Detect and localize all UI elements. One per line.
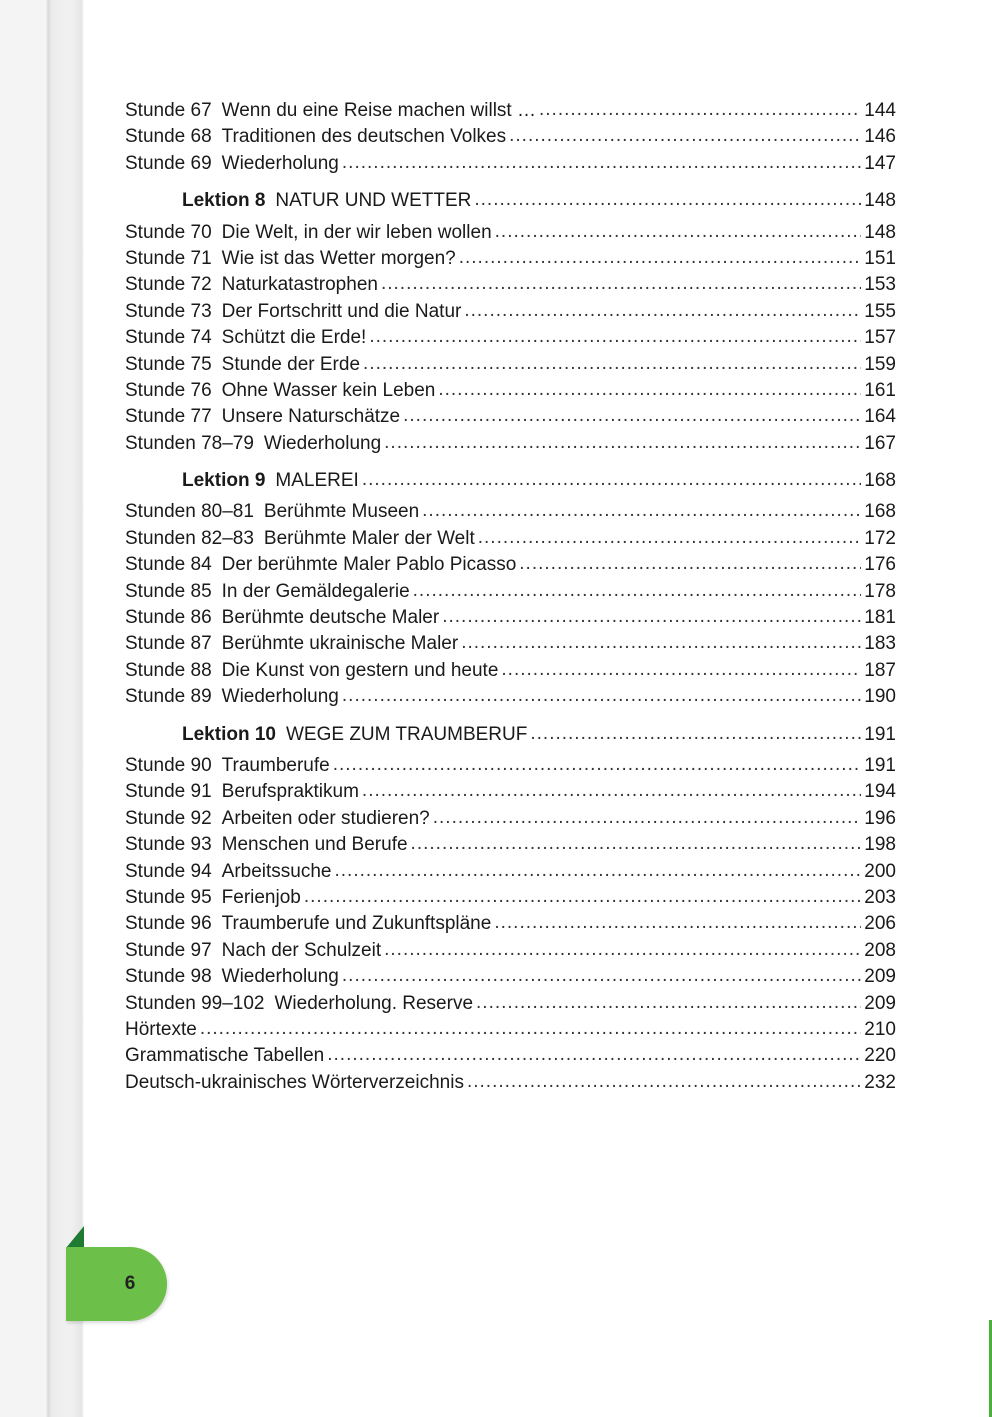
- toc-entry: [125, 499, 896, 525]
- toc-title: MALEREI: [275, 470, 359, 492]
- toc-page-number: 164: [864, 406, 896, 428]
- toc-title: Der berühmte Maler Pablo Picasso: [221, 554, 517, 576]
- toc-leader-dots: [381, 271, 861, 297]
- toc-entry: [125, 220, 896, 246]
- toc-title: Berühmte Museen: [263, 501, 420, 523]
- toc-entry: [125, 964, 896, 990]
- toc-section-heading: [125, 468, 896, 494]
- toc-leader-dots: [334, 858, 861, 884]
- toc-page-number: 220: [864, 1045, 896, 1067]
- toc-leader-dots: [476, 990, 861, 1016]
- toc-leader-dots: [327, 1042, 861, 1068]
- toc-entry: [125, 859, 896, 885]
- toc-label: [125, 404, 400, 430]
- toc-title: Berühmte ukrainische Maler: [221, 633, 459, 655]
- toc-page-number: 206: [864, 913, 896, 935]
- toc-page-number: 210: [864, 1018, 896, 1040]
- table-of-contents: [125, 98, 896, 1096]
- toc-number: Stunde 71: [125, 247, 212, 269]
- toc-page-number: 178: [864, 580, 896, 602]
- toc-leader-dots: [539, 97, 861, 123]
- toc-title: In der Gemäldegalerie: [221, 580, 410, 602]
- toc-label: [182, 468, 359, 494]
- toc-label: [182, 722, 527, 748]
- toc-leader-dots: [413, 578, 862, 604]
- toc-number: Stunde 95: [125, 886, 212, 908]
- toc-page-number: 183: [864, 633, 896, 655]
- toc-entry: [125, 684, 896, 710]
- toc-label: [125, 658, 498, 684]
- toc-page-number: 167: [864, 432, 896, 454]
- toc-leader-dots: [519, 551, 861, 577]
- toc-label: [182, 188, 471, 214]
- toc-page-number: 144: [864, 100, 896, 121]
- page-number: 6: [124, 1273, 136, 1294]
- toc-page-number: 159: [864, 353, 896, 375]
- toc-number: Stunden 78–79: [125, 432, 254, 454]
- page-number-wrap: [66, 1247, 167, 1321]
- toc-section-heading: [125, 188, 896, 214]
- toc-label: [125, 684, 339, 710]
- toc-label: [125, 605, 439, 631]
- toc-entry: [125, 1070, 896, 1096]
- toc-label: [125, 151, 339, 177]
- toc-title: Arbeitssuche: [221, 860, 332, 882]
- toc-entry: [125, 1017, 896, 1043]
- toc-number: Stunde 67: [125, 100, 212, 121]
- toc-page-number: 209: [864, 992, 896, 1014]
- toc-title: Traumberufe: [221, 754, 330, 776]
- toc-leader-dots: [384, 430, 861, 456]
- toc-leader-dots: [530, 721, 861, 747]
- toc-title: Die Kunst von gestern und heute: [221, 659, 499, 681]
- toc-page-number: 168: [864, 470, 896, 492]
- toc-page-number: 181: [864, 607, 896, 629]
- toc-title: Hörtexte: [125, 1018, 197, 1040]
- toc-page-number: 196: [864, 807, 896, 829]
- toc-entry: [125, 938, 896, 964]
- toc-label: [125, 272, 378, 298]
- toc-number: Stunde 72: [125, 274, 212, 296]
- toc-label: [125, 579, 410, 605]
- toc-number: Stunden 99–102: [125, 992, 265, 1014]
- toc-label: [125, 431, 381, 457]
- toc-number: Stunde 98: [125, 966, 212, 988]
- toc-entry: [125, 579, 896, 605]
- toc-page-number: 151: [864, 247, 896, 269]
- book-spine-shadow: [0, 0, 84, 1417]
- toc-number: Stunde 93: [125, 834, 212, 856]
- toc-title: Wiederholung: [263, 432, 382, 454]
- toc-number: Stunde 94: [125, 860, 212, 882]
- toc-page-number: 208: [864, 939, 896, 961]
- toc-leader-dots: [342, 683, 861, 709]
- toc-entry: [125, 404, 896, 430]
- toc-number: Stunde 90: [125, 754, 212, 776]
- toc-title: Menschen und Berufe: [221, 834, 408, 856]
- toc-number: Stunde 92: [125, 807, 212, 829]
- toc-entry: [125, 352, 896, 378]
- toc-entry: [125, 806, 896, 832]
- toc-leader-dots: [362, 778, 861, 804]
- toc-title: Grammatische Tabellen: [125, 1045, 325, 1067]
- toc-page-number: 155: [864, 300, 896, 322]
- toc-number: Stunde 85: [125, 580, 212, 602]
- toc-title: Arbeiten oder studieren?: [221, 807, 430, 829]
- toc-page-number: 203: [864, 886, 896, 908]
- toc-label: [125, 964, 339, 990]
- toc-leader-dots: [411, 831, 862, 857]
- toc-leader-dots: [333, 752, 862, 778]
- toc-leader-dots: [438, 377, 861, 403]
- toc-label: [125, 124, 506, 150]
- toc-entry: [125, 526, 896, 552]
- toc-leader-dots: [384, 937, 861, 963]
- toc-page-number: 198: [864, 834, 896, 856]
- toc-leader-dots: [467, 1069, 861, 1095]
- toc-title: Wenn du eine Reise machen willst …: [221, 100, 536, 121]
- toc-leader-dots: [200, 1016, 861, 1042]
- toc-entry: [125, 272, 896, 298]
- toc-title: Nach der Schulzeit: [221, 939, 382, 961]
- toc-title: Traditionen des deutschen Volkes: [221, 126, 507, 148]
- toc-entry: [125, 151, 896, 177]
- toc-entry: [125, 1043, 896, 1069]
- toc-label: [125, 885, 301, 911]
- toc-page-number: 161: [864, 379, 896, 401]
- toc-title: Wiederholung: [221, 686, 339, 708]
- toc-title: Stunde der Erde: [221, 353, 361, 375]
- toc-number: Stunde 70: [125, 221, 212, 243]
- toc-leader-dots: [403, 403, 861, 429]
- toc-title: Berufspraktikum: [221, 781, 359, 803]
- toc-leader-dots: [304, 884, 861, 910]
- toc-page-number: 200: [864, 860, 896, 882]
- toc-label: [125, 325, 366, 351]
- toc-leader-dots: [474, 187, 861, 213]
- toc-title: Ferienjob: [221, 886, 301, 908]
- toc-leader-dots: [422, 498, 861, 524]
- toc-number: Lektion 10: [182, 723, 276, 745]
- toc-entry: [125, 246, 896, 272]
- toc-label: [125, 1070, 464, 1096]
- toc-number: Stunde 89: [125, 686, 212, 708]
- toc-label: [125, 806, 430, 832]
- toc-number: Stunde 75: [125, 353, 212, 375]
- toc-number: Lektion 8: [182, 190, 266, 212]
- toc-entry: [125, 911, 896, 937]
- toc-number: Stunde 84: [125, 554, 212, 576]
- toc-title: WEGE ZUM TRAUMBERUF: [285, 723, 528, 745]
- toc-entry: [125, 325, 896, 351]
- toc-entry: [125, 431, 896, 457]
- toc-label: [125, 832, 408, 858]
- toc-page-number: 187: [864, 659, 896, 681]
- toc-title: Ohne Wasser kein Leben: [221, 379, 436, 401]
- toc-title: Wiederholung: [221, 966, 339, 988]
- toc-page-number: 191: [864, 723, 896, 745]
- toc-number: Stunde 69: [125, 152, 212, 174]
- toc-label: [125, 246, 456, 272]
- toc-page-number: 194: [864, 781, 896, 803]
- toc-entry: [125, 832, 896, 858]
- toc-number: Stunde 86: [125, 607, 212, 629]
- toc-title: Berühmte deutsche Maler: [221, 607, 440, 629]
- toc-entry: [125, 605, 896, 631]
- toc-title: Berühmte Maler der Welt: [263, 527, 475, 549]
- toc-entry: [125, 991, 896, 1017]
- toc-entry: [125, 779, 896, 805]
- toc-number: Stunde 77: [125, 406, 212, 428]
- toc-number: Stunde 74: [125, 327, 212, 349]
- toc-entry: [125, 658, 896, 684]
- toc-leader-dots: [342, 963, 861, 989]
- toc-title: Wie ist das Wetter morgen?: [221, 247, 456, 269]
- toc-number: Stunden 82–83: [125, 527, 254, 549]
- toc-leader-dots: [478, 525, 862, 551]
- toc-label: [125, 98, 536, 124]
- toc-page-number: 147: [864, 152, 896, 174]
- toc-page-number: 146: [864, 126, 896, 148]
- toc-page-number: 168: [864, 501, 896, 523]
- toc-section-heading: [125, 722, 896, 748]
- toc-number: Stunde 73: [125, 300, 212, 322]
- toc-label: [125, 753, 330, 779]
- toc-page-number: 190: [864, 686, 896, 708]
- toc-title: Deutsch-ukrainisches Wörterverzeichnis: [125, 1071, 464, 1093]
- toc-leader-dots: [363, 351, 861, 377]
- toc-title: Der Fortschritt und die Natur: [221, 300, 462, 322]
- toc-leader-dots: [509, 123, 861, 149]
- toc-title: Naturkatastrophen: [221, 274, 378, 296]
- toc-page-number: 148: [864, 190, 896, 212]
- toc-leader-dots: [464, 298, 861, 324]
- toc-leader-dots: [369, 324, 861, 350]
- toc-title: Unsere Naturschätze: [221, 406, 401, 428]
- toc-number: Stunden 80–81: [125, 501, 254, 523]
- toc-label: [125, 378, 435, 404]
- toc-label: [125, 911, 491, 937]
- toc-page-number: 191: [864, 754, 896, 776]
- toc-leader-dots: [494, 910, 861, 936]
- toc-label: [125, 779, 359, 805]
- toc-label: [125, 1017, 197, 1043]
- toc-number: Lektion 9: [182, 470, 266, 492]
- toc-entry: [125, 378, 896, 404]
- toc-number: Stunde 97: [125, 939, 212, 961]
- toc-page-number: 176: [864, 554, 896, 576]
- toc-entry: [125, 299, 896, 325]
- toc-label: [125, 299, 461, 325]
- toc-number: Stunde 96: [125, 913, 212, 935]
- toc-label: [125, 526, 475, 552]
- toc-entry: [125, 98, 896, 124]
- page-tab-corner: [66, 1226, 84, 1248]
- toc-number: Stunde 68: [125, 126, 212, 148]
- toc-label: [125, 220, 492, 246]
- toc-title: Wiederholung: [221, 152, 339, 174]
- toc-label: [125, 859, 331, 885]
- toc-label: [125, 352, 360, 378]
- toc-leader-dots: [342, 150, 861, 176]
- toc-entry: [125, 631, 896, 657]
- toc-leader-dots: [461, 630, 861, 656]
- toc-page-number: 209: [864, 966, 896, 988]
- toc-page-number: 172: [864, 527, 896, 549]
- toc-title: Wiederholung. Reserve: [274, 992, 474, 1014]
- toc-leader-dots: [495, 219, 862, 245]
- toc-label: [125, 631, 458, 657]
- toc-number: Stunde 87: [125, 633, 212, 655]
- toc-entry: [125, 753, 896, 779]
- toc-leader-dots: [501, 657, 861, 683]
- toc-entry: [125, 552, 896, 578]
- toc-title: NATUR UND WETTER: [275, 190, 472, 212]
- toc-page-number: 232: [864, 1071, 896, 1093]
- toc-number: Stunde 76: [125, 379, 212, 401]
- toc-label: [125, 1043, 324, 1069]
- toc-number: Stunde 91: [125, 781, 212, 803]
- toc-leader-dots: [433, 805, 862, 831]
- toc-leader-dots: [362, 467, 861, 493]
- toc-entry: [125, 124, 896, 150]
- toc-label: [125, 552, 516, 578]
- toc-label: [125, 499, 419, 525]
- toc-title: Schützt die Erde!: [221, 327, 367, 349]
- toc-page-number: 157: [864, 327, 896, 349]
- toc-title: Traumberufe und Zukunftspläne: [221, 913, 492, 935]
- toc-page-number: 153: [864, 274, 896, 296]
- toc-entry: [125, 885, 896, 911]
- toc-page-number: 148: [864, 221, 896, 243]
- toc-leader-dots: [459, 245, 862, 271]
- toc-number: Stunde 88: [125, 659, 212, 681]
- toc-title: Die Welt, in der wir leben wollen: [221, 221, 492, 243]
- toc-label: [125, 938, 381, 964]
- toc-leader-dots: [442, 604, 861, 630]
- toc-label: [125, 991, 473, 1017]
